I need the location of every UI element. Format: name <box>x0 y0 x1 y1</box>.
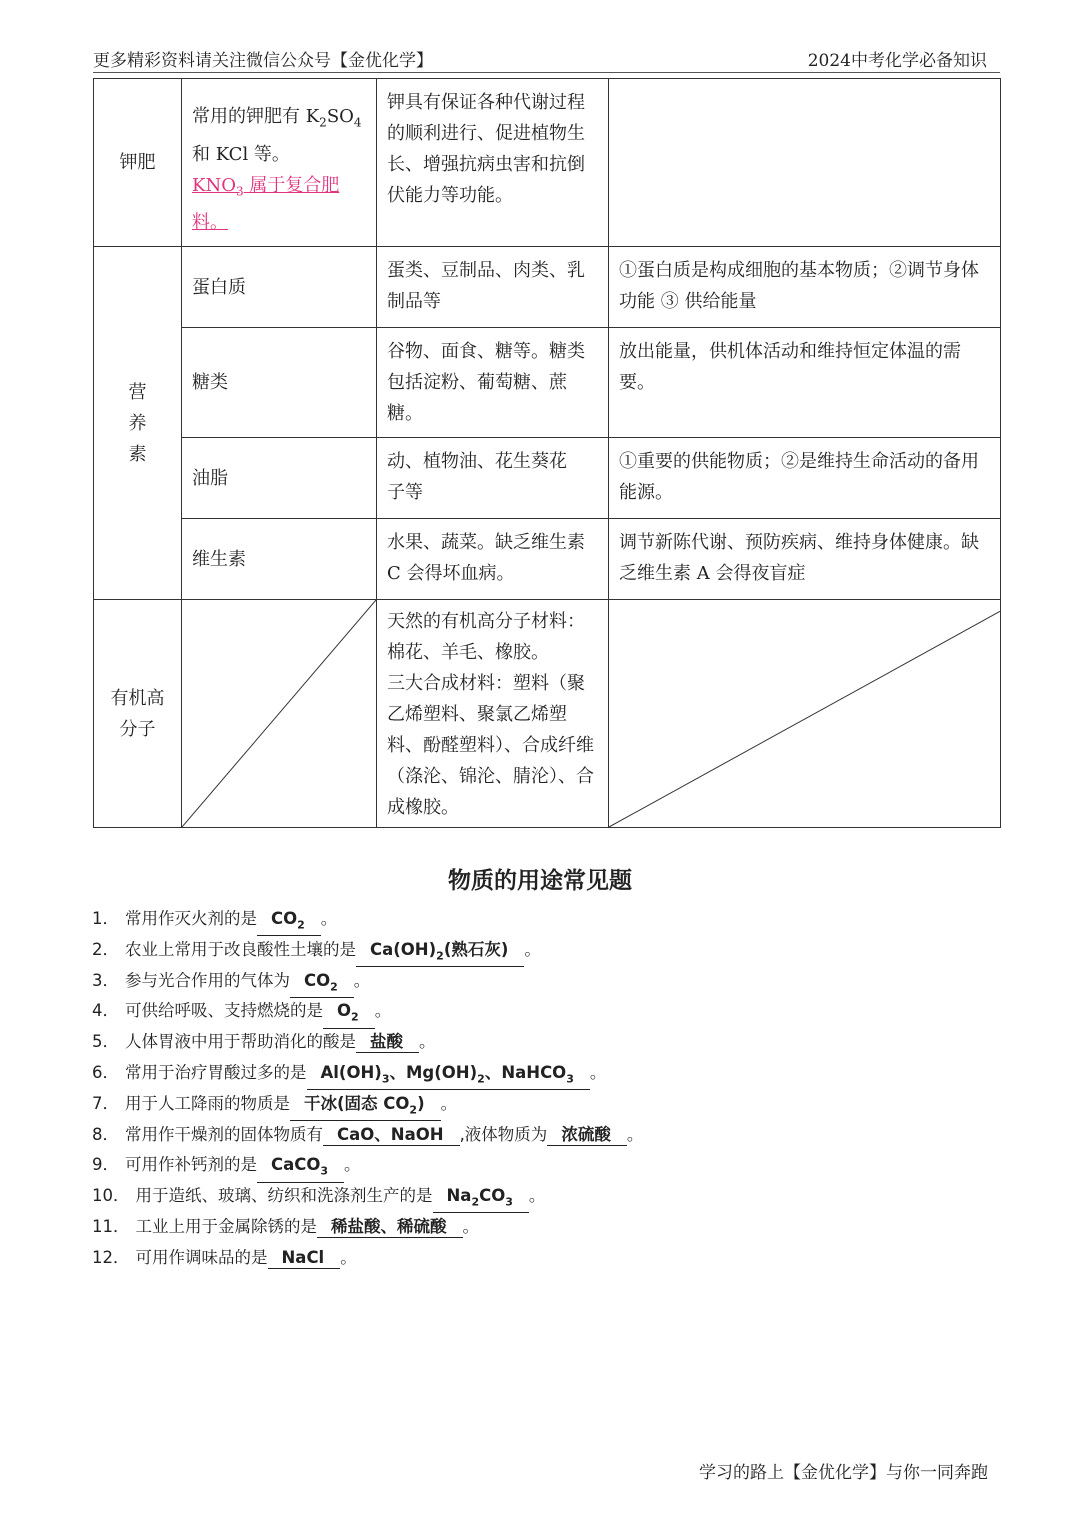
section-title: 物质的用途常见题 <box>448 868 632 894</box>
question-item <box>92 1027 992 1058</box>
polymer-row <box>94 600 1001 828</box>
answer-blank: 干冰(固态 $CO_2$) <box>290 1094 441 1121</box>
question-text: 可用作补钙剂的是 <box>125 1155 257 1175</box>
answer-blank: $Na_2CO_3$ <box>433 1186 529 1213</box>
question-item <box>92 935 992 966</box>
answer-blank: 盐酸 <box>356 1032 419 1053</box>
question-text: 工业上用于金属除锈的是 <box>135 1216 317 1236</box>
nutrient-name: 维生素 <box>182 519 377 600</box>
answer-blank: $O_2$ <box>323 1001 375 1028</box>
question-end: 。 <box>419 1032 436 1052</box>
question-end: 。 <box>626 1124 644 1144</box>
question-end: 。 <box>340 1247 357 1267</box>
answer-blank: $CO_2$ <box>290 971 354 998</box>
nutrient-row <box>94 519 1001 600</box>
header-right: 2024中考化学必备知识 <box>807 51 987 71</box>
question-text: 人体胃液中用于帮助消化的酸是 <box>125 1032 356 1052</box>
answer-blank: CaCO$_3$ <box>257 1155 344 1182</box>
question-item <box>92 1089 992 1120</box>
answer-blank: 稀盐酸、稀硫酸 <box>317 1217 463 1238</box>
compound-fertilizer-note: $KNO_3$ 属于复合肥料。 <box>192 174 340 234</box>
question-item <box>92 1120 992 1151</box>
question-text: 可供给呼吸、支持燃烧的是 <box>125 1001 323 1021</box>
question-number: 5． <box>92 1032 119 1052</box>
question-item <box>92 904 992 935</box>
potash-row <box>94 79 1001 247</box>
knowledge-table <box>93 78 1001 828</box>
question-text: 常用作灭火剂的是 <box>125 909 257 928</box>
answer-blank: $Al(OH)_3$、$Mg(OH)_2$、NaHCO$_3$ <box>307 1063 590 1090</box>
header-divider <box>93 72 1000 73</box>
question-item <box>92 1212 992 1243</box>
question-item <box>92 1058 992 1089</box>
question-text: 常用于治疗胃酸过多的是 <box>125 1062 307 1082</box>
question-end: 。 <box>344 1155 361 1175</box>
question-text: 农业上常用于改良酸性土壤的是 <box>125 939 356 959</box>
question-item <box>92 996 992 1027</box>
polymer-category: 有机高分子 <box>94 600 182 828</box>
nutrient-row <box>94 247 1001 328</box>
polymer-materials: 天然的有机高分子材料：棉花、羊毛、橡胶。 三大合成材料：塑料（聚乙烯塑料、聚氯乙烯塑料、酚醛塑料）、合成纤维（涤沦、锦沦、腈沦）、合成橡胶。 <box>377 600 609 828</box>
question-end: 。 <box>528 1186 546 1206</box>
question-item <box>92 1181 992 1212</box>
question-number: 10． <box>92 1186 130 1206</box>
nutrient-function: 调节新陈代谢、预防疾病、维持身体健康。缺乏维生素 A 会得夜盲症 <box>609 519 1001 600</box>
question-end: 。 <box>374 1001 392 1021</box>
nutrient-function: ①重要的供能物质；②是维持生命活动的备用能源。 <box>609 438 1001 519</box>
question-number: 8． <box>92 1124 119 1144</box>
question-item <box>92 1243 992 1274</box>
question-text: 用于人工降雨的物质是 <box>125 1093 290 1113</box>
nutrient-row <box>94 438 1001 519</box>
question-text: 参与光合作用的气体为 <box>125 970 290 990</box>
potash-empty <box>609 79 1001 247</box>
question-item <box>92 1150 992 1181</box>
question-text: 可用作调味品的是 <box>135 1247 268 1267</box>
question-number: 3． <box>92 970 119 990</box>
question-end: 。 <box>589 1062 607 1082</box>
question-end: 。 <box>353 970 371 990</box>
question-number: 4． <box>92 1001 119 1021</box>
question-number: 12． <box>92 1247 130 1267</box>
question-number: 9． <box>92 1155 119 1175</box>
answer-blank: CaO、NaOH <box>323 1125 460 1146</box>
potash-examples: 常用的钾肥有 $K_2SO_4$ 和 KCl 等。 $KNO_3$ 属于复合肥料。 <box>182 79 377 247</box>
question-number: 1． <box>92 909 119 928</box>
header-left: 更多精彩资料请关注微信公众号【金优化学】 <box>93 51 433 71</box>
nutrient-row <box>94 328 1001 438</box>
question-end: 。 <box>320 909 338 928</box>
nutrient-source: 谷物、面食、糖等。糖类包括淀粉、葡萄糖、蔗糖。 <box>377 328 609 438</box>
question-number: 7． <box>92 1093 119 1113</box>
question-text: ,液体物质为 <box>459 1124 548 1144</box>
question-number: 11． <box>92 1216 130 1236</box>
answer-blank: $Ca(OH)_2$(熟石灰) <box>356 940 524 967</box>
nutrient-source: 蛋类、豆制品、肉类、乳制品等 <box>377 247 609 328</box>
potash-description: 钾具有保证各种代谢过程的顺利进行、促进植物生长、增强抗病虫害和抗倒伏能力等功能。 <box>377 79 609 247</box>
question-end: 。 <box>440 1093 458 1113</box>
footer-text: 学习的路上【金优化学】与你一同奔跑 <box>699 1463 988 1483</box>
potash-category: 钾肥 <box>94 79 182 247</box>
question-list <box>92 904 992 1274</box>
nutrient-name: 糖类 <box>182 328 377 438</box>
diagonal-empty-cell <box>182 600 377 828</box>
nutrient-name: 蛋白质 <box>182 247 377 328</box>
nutrient-source: 动、植物油、花生葵花子等 <box>377 438 609 519</box>
nutrients-category: 营养素 <box>94 247 182 600</box>
question-end: 。 <box>524 939 541 959</box>
answer-blank: $CO_2$ <box>257 909 321 936</box>
question-item <box>92 966 992 997</box>
nutrient-function: 放出能量，供机体活动和维持恒定体温的需要。 <box>609 328 1001 438</box>
diagonal-empty-cell <box>609 600 1001 828</box>
nutrient-function: ①蛋白质是构成细胞的基本物质；②调节身体功能 ③ 供给能量 <box>609 247 1001 328</box>
question-number: 6． <box>92 1062 119 1082</box>
nutrient-name: 油脂 <box>182 438 377 519</box>
answer-blank: NaCl <box>268 1248 341 1269</box>
question-text: 常用作干燥剂的固体物质有 <box>125 1124 323 1144</box>
question-number: 2． <box>92 939 119 959</box>
question-text: 用于造纸、玻璃、纺织和洗涤剂生产的是 <box>135 1186 433 1206</box>
answer-blank: 浓硫酸 <box>547 1125 627 1146</box>
nutrient-source: 水果、蔬菜。缺乏维生素 C 会得坏血病。 <box>377 519 609 600</box>
question-end: 。 <box>462 1216 479 1236</box>
